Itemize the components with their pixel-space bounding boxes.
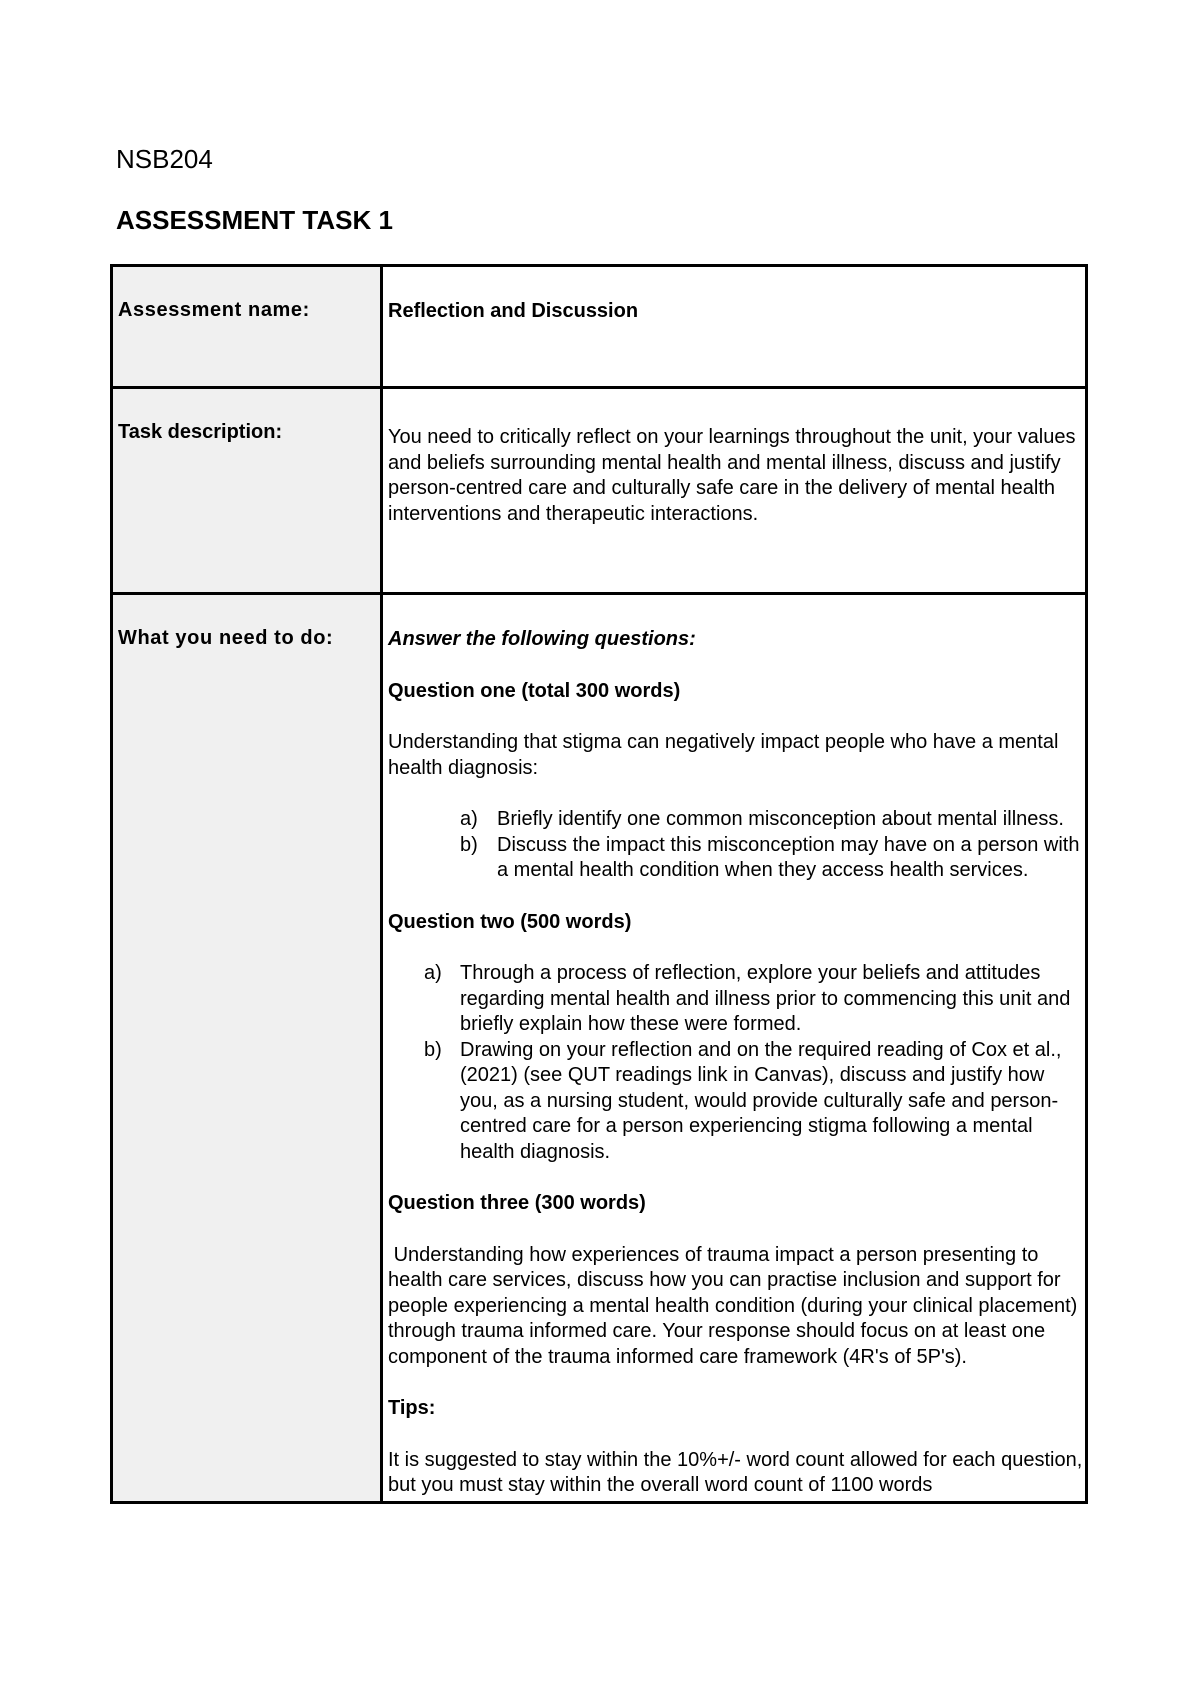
task-description-value: You need to critically reflect on your learnings throughout the unit, your values and beliefs surrounding mental health and mental illness, discuss and justify person-centred care and culturally safe care in the delivery of mental health interventions and therapeutic interactions. — [382, 388, 1087, 594]
assessment-name-row — [112, 266, 1087, 388]
assessment-name-label: Assessment name: — [112, 266, 382, 388]
question-one-heading: Question one (total 300 words) — [388, 679, 681, 702]
list-item-text: Through a process of reflection, explore your beliefs and attitudes regarding mental health and illness prior to commencing this unit and briefly explain how these were formed. — [460, 962, 1071, 1035]
list-item — [388, 807, 1083, 833]
list-marker: b) — [460, 833, 478, 856]
list-item — [388, 833, 1083, 884]
what-to-do-label: What you need to do: — [112, 594, 382, 1503]
assessment-task-title: ASSESSMENT TASK 1 — [116, 205, 393, 235]
instructions-cell — [382, 594, 1087, 1503]
list-marker: b) — [424, 1038, 442, 1061]
list-item — [388, 1038, 1083, 1166]
tips-heading: Tips: — [388, 1397, 436, 1419]
list-item — [388, 961, 1083, 1038]
question-two-list — [388, 961, 1083, 1165]
what-to-do-row — [112, 594, 1087, 1503]
list-item-text: Discuss the impact this misconception may have on a person with a mental health condition when they access health services. — [497, 833, 1080, 881]
list-item-text: Briefly identify one common misconception about mental illness. — [497, 808, 1064, 830]
instructions-heading: Answer the following questions: — [388, 628, 696, 650]
question-three-text: Understanding how experiences of trauma impact a person presenting to health care services, discuss how you can practise inclusion and support for people experiencing a mental health condition (during your clinical placement) through trauma informed care. Your response should focus on at least one component of the trauma informed care framework (4R's of 5P's). — [388, 1243, 1083, 1368]
list-item-text: Drawing on your reflection and on the required reading of Cox et al., (2021) (see QUT readings link in Canvas), discuss and justify how you, as a nursing student, would provide culturally safe and person-centred care for a person experiencing stigma following a mental health diagnosis. — [460, 1038, 1062, 1163]
list-marker: a) — [460, 808, 478, 830]
question-three-heading: Question three (300 words) — [388, 1192, 646, 1214]
question-one-intro: Understanding that stigma can negatively impact people who have a mental health diagnosis: — [388, 731, 1059, 779]
list-marker: a) — [424, 962, 442, 984]
course-code: NSB204 — [116, 144, 213, 174]
assessment-name-value: Reflection and Discussion — [382, 266, 1087, 388]
question-two-heading: Question two (500 words) — [388, 910, 632, 933]
task-description-label: Task description: — [112, 388, 382, 594]
tips-text: It is suggested to stay within the 10%+/- word count allowed for each question, but you must stay within the overall word count of 1100 words — [388, 1448, 1083, 1496]
question-one-list — [388, 807, 1083, 884]
assessment-table — [110, 264, 1088, 1504]
task-description-row — [112, 388, 1087, 594]
